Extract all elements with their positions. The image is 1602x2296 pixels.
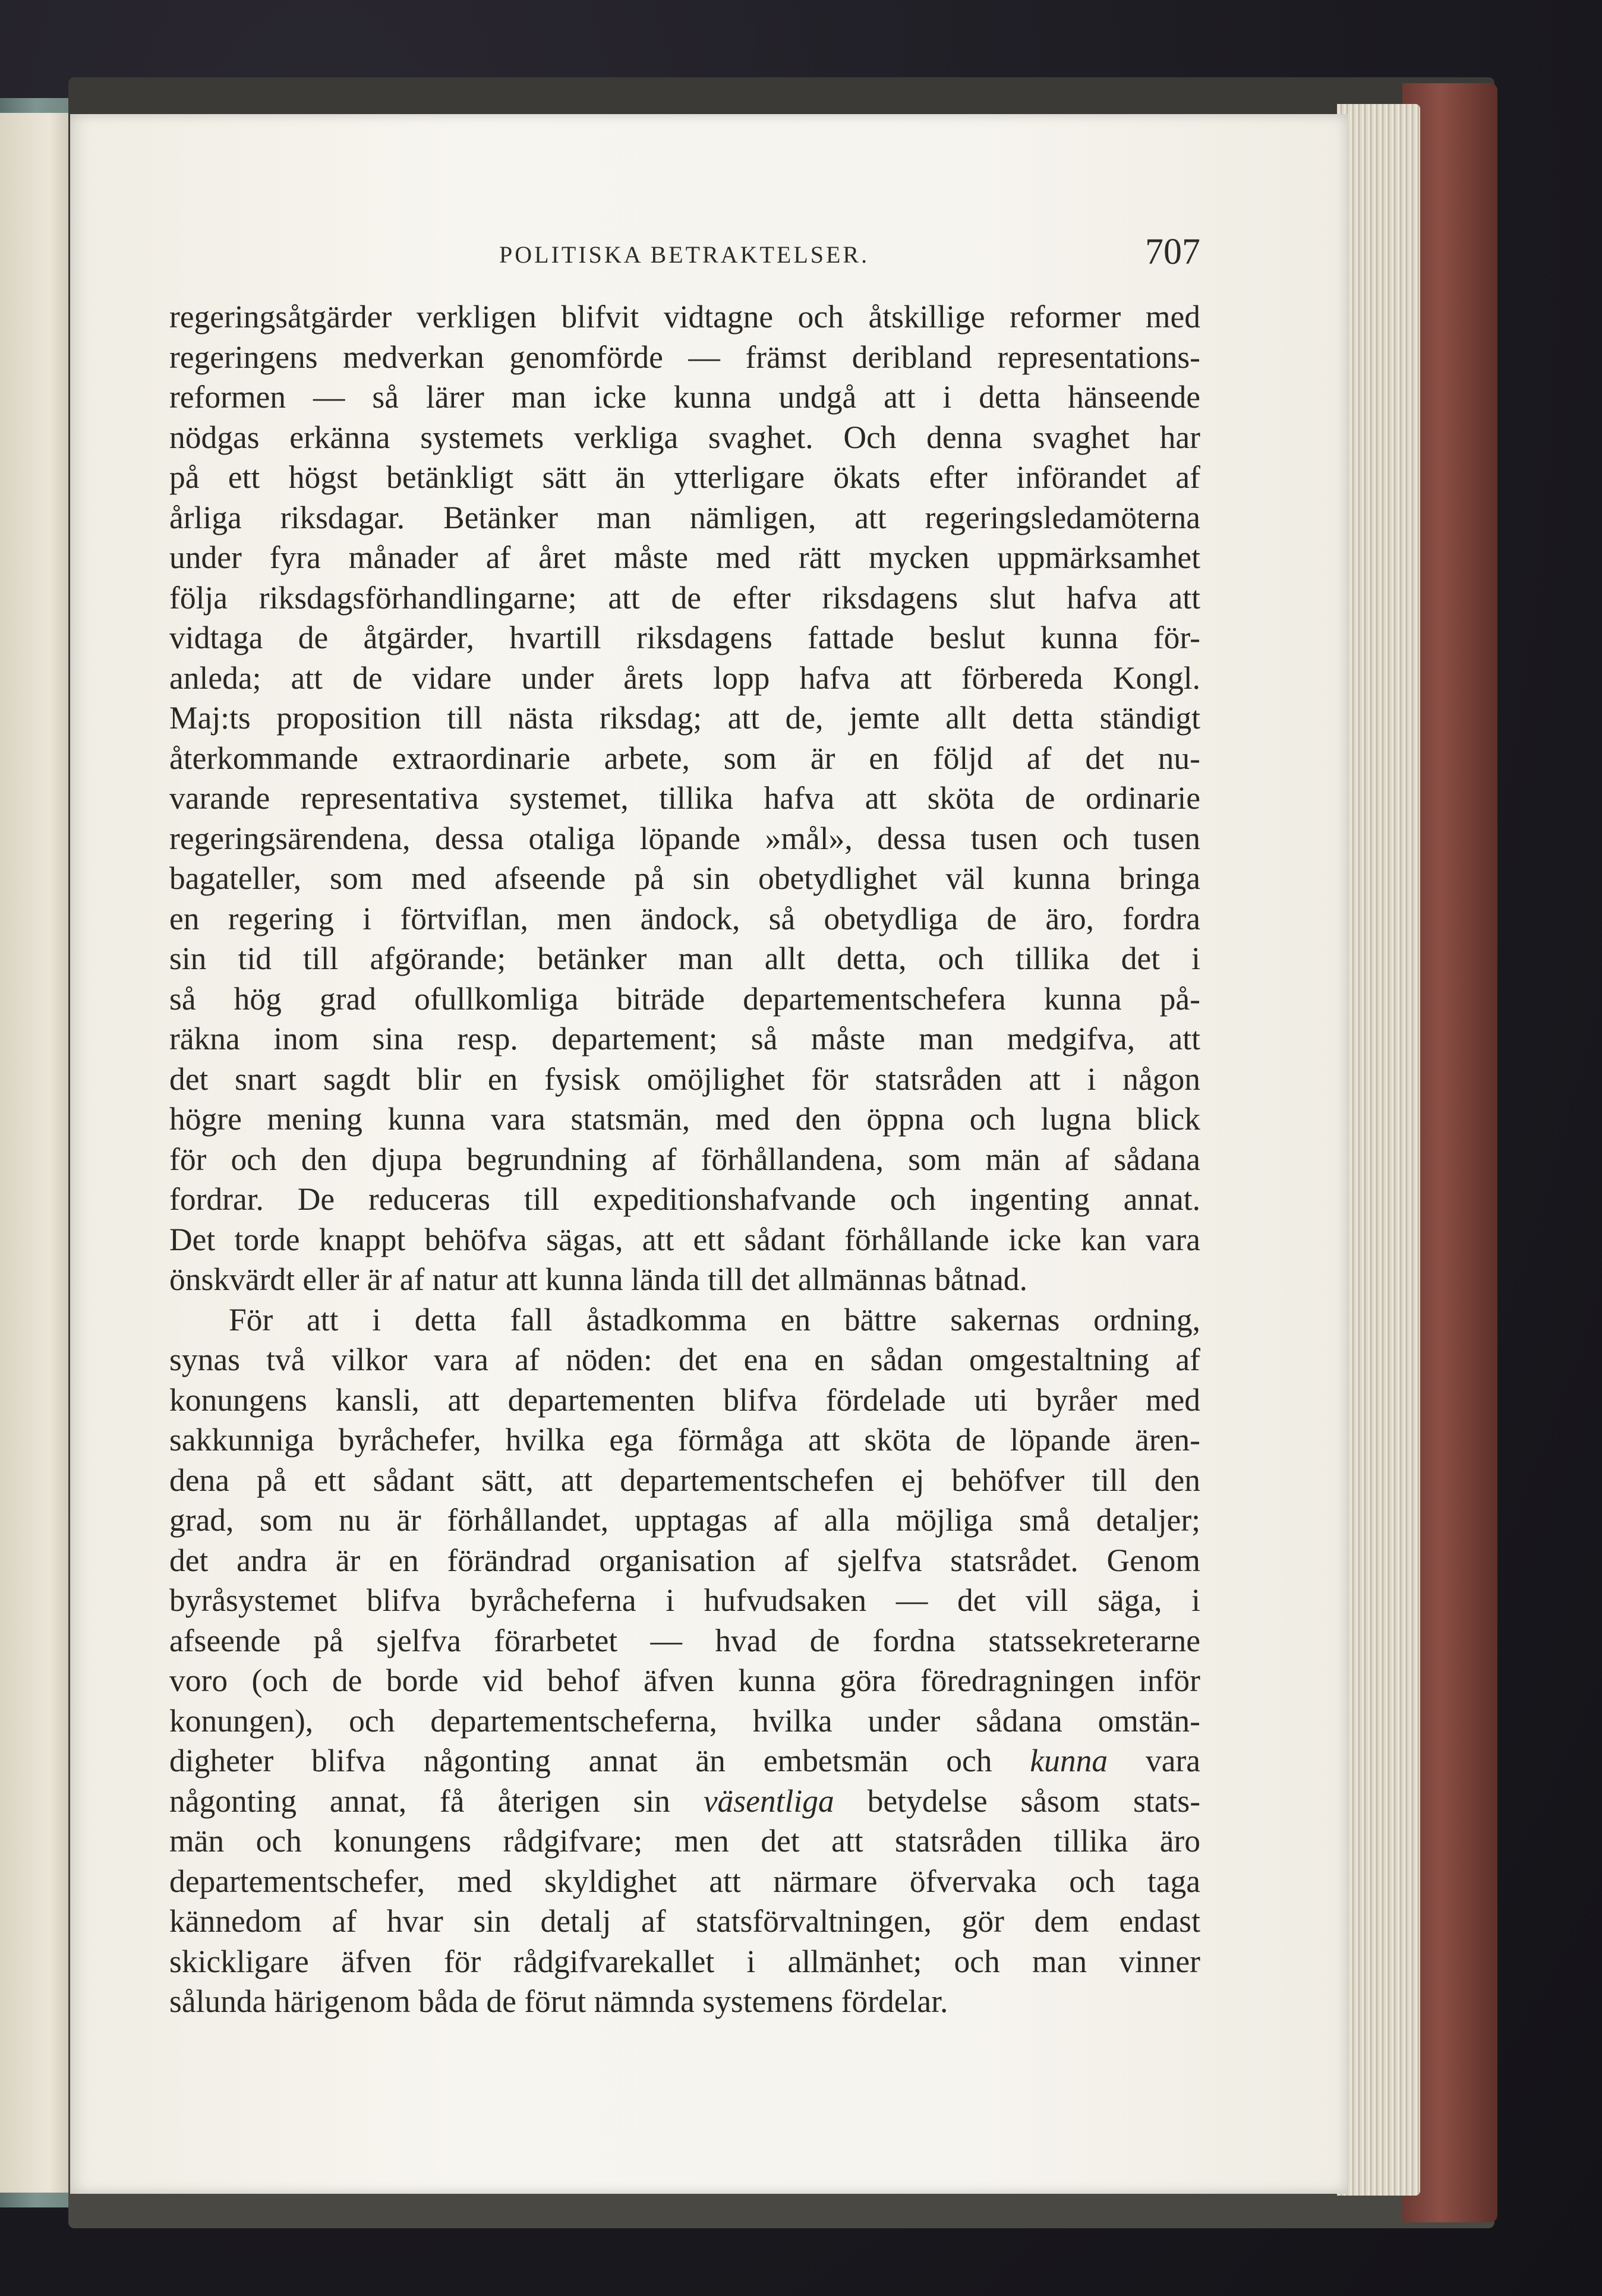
text-line: sin tid till afgörande; betänker man allt detta, och tillika det i	[169, 941, 1200, 976]
text-line: sakkunniga byråchefer, hvilka ega förmåga att sköta de löpande ären-	[169, 1422, 1200, 1458]
text-line-paragraph-end: önskvärdt eller är af natur att kunna lända till det allmännas båtnad.	[169, 1261, 1027, 1297]
text-line: nödgas erkänna systemets verkliga svaghet. Och denna svaghet har	[169, 419, 1200, 455]
italic-word: kunna	[1030, 1743, 1108, 1778]
text-line: regeringsåtgärder verkligen blifvit vidtagne och åtskillige reformer med	[169, 299, 1200, 335]
text-line: konungens kansli, att departementen blifva fördelade uti byråer med	[169, 1382, 1200, 1418]
text-line: anleda; att de vidare under årets lopp hafva att förbereda Kongl.	[169, 660, 1200, 696]
text-line: skickligare äfven för rådgifvarekallet i allmänhet; och man vinner	[169, 1943, 1200, 1979]
text-line-with-italic	[169, 1781, 1200, 1822]
text-line-final: sålunda härigenom båda de förut nämnda systemens fördelar.	[169, 1983, 948, 2019]
body-text	[169, 297, 1200, 2022]
text-line: Det torde knappt behöfva sägas, att ett sådant förhållande icke kan vara	[169, 1221, 1200, 1257]
text-line: dena på ett sådant sätt, att departementschefen ej behöfver till den	[169, 1462, 1200, 1498]
text-line: byråsystemet blifva byråcheferna i hufvudsaken — det vill säga, i	[169, 1582, 1200, 1618]
text-line-paragraph-start: För att i detta fall åstadkomma en bättre sakernas ordning,	[229, 1301, 1200, 1338]
text-line: regeringens medverkan genomförde — främst deribland representations-	[169, 339, 1200, 375]
text-line-with-italic	[169, 1741, 1200, 1781]
text-line: bagateller, som med afseende på sin obetydlighet väl kunna bringa	[169, 860, 1200, 896]
text-line: det andra är en förändrad organisation af sjelfva statsrådet. Genom	[169, 1542, 1200, 1578]
text-line: återkommande extraordinarie arbete, som är en följd af det nu-	[169, 740, 1200, 776]
text-line: fordrar. De reduceras till expeditionshafvande och ingenting annat.	[169, 1181, 1200, 1217]
running-title: POLITISKA BETRAKTELSER.	[499, 241, 870, 268]
text-line: Maj:ts proposition till nästa riksdag; att de, jemte allt detta ständigt	[169, 700, 1200, 736]
text-line: synas två vilkor vara af nöden: det ena en sådan omgestaltning af	[169, 1342, 1200, 1377]
text-line: grad, som nu är förhållandet, upptagas af alla möjliga små detaljer;	[169, 1502, 1200, 1538]
text-line: det snart sagdt blir en fysisk omöjlighet för statsråden att i någon	[169, 1061, 1200, 1097]
text-segment: någonting annat, få återigen sin	[169, 1783, 670, 1819]
text-segment: vara	[1145, 1743, 1200, 1778]
text-line: en regering i förtviflan, men ändock, så obetydliga de äro, fordra	[169, 900, 1200, 936]
text-line: på ett högst betänkligt sätt än ytterligare ökats efter införandet af	[169, 459, 1200, 495]
text-line: män och konungens rådgifvare; men det att statsråden tillika äro	[169, 1823, 1200, 1859]
text-line: följa riksdagsförhandlingarne; att de efter riksdagens slut hafva att	[169, 579, 1200, 616]
text-line: under fyra månader af året måste med rätt mycken uppmärksamhet	[169, 540, 1200, 575]
text-line: vidtaga de åtgärder, hvartill riksdagens fattade beslut kunna för-	[169, 620, 1200, 655]
text-line: departementschefer, med skyldighet att närmare öfvervaka och taga	[169, 1863, 1200, 1899]
text-line: så hög grad ofullkomliga biträde departementschefera kunna på-	[169, 980, 1200, 1017]
italic-word: väsentliga	[703, 1783, 834, 1819]
text-segment: betydelse såsom stats-	[867, 1783, 1200, 1819]
page-stack-edges	[1337, 104, 1420, 2196]
text-line: räkna inom sina resp. departement; så måste man medgifva, att	[169, 1021, 1200, 1056]
page-number: 707	[1145, 232, 1200, 272]
text-line: konungen), och departementscheferna, hvilka under sådana omstän-	[169, 1702, 1200, 1739]
text-line: för och den djupa begrundning af förhållandena, som män af sådana	[169, 1141, 1200, 1177]
text-line: afseende på sjelfva förarbetet — hvad de fordna statssekreterarne	[169, 1622, 1200, 1658]
text-line: kännedom af hvar sin detalj af statsförvaltningen, gör dem endast	[169, 1903, 1200, 1939]
text-line: voro (och de borde vid behof äfven kunna göra föredragningen inför	[169, 1663, 1200, 1698]
text-line: högre mening kunna vara statsmän, med den öppna och lugna blick	[169, 1101, 1200, 1137]
text-line: reformen — så lärer man icke kunna undgå att i detta hänseende	[169, 379, 1200, 415]
text-line: varande representativa systemet, tillika hafva att sköta de ordinarie	[169, 780, 1200, 816]
text-line: årliga riksdagar. Betänker man nämligen, att regeringsledamöterna	[169, 499, 1200, 535]
text-segment: digheter blifva någonting annat än embetsmän och	[169, 1743, 992, 1778]
text-line: regeringsärendena, dessa otaliga löpande »mål», dessa tusen och tusen	[169, 820, 1200, 856]
previous-page-edge	[0, 113, 70, 2193]
